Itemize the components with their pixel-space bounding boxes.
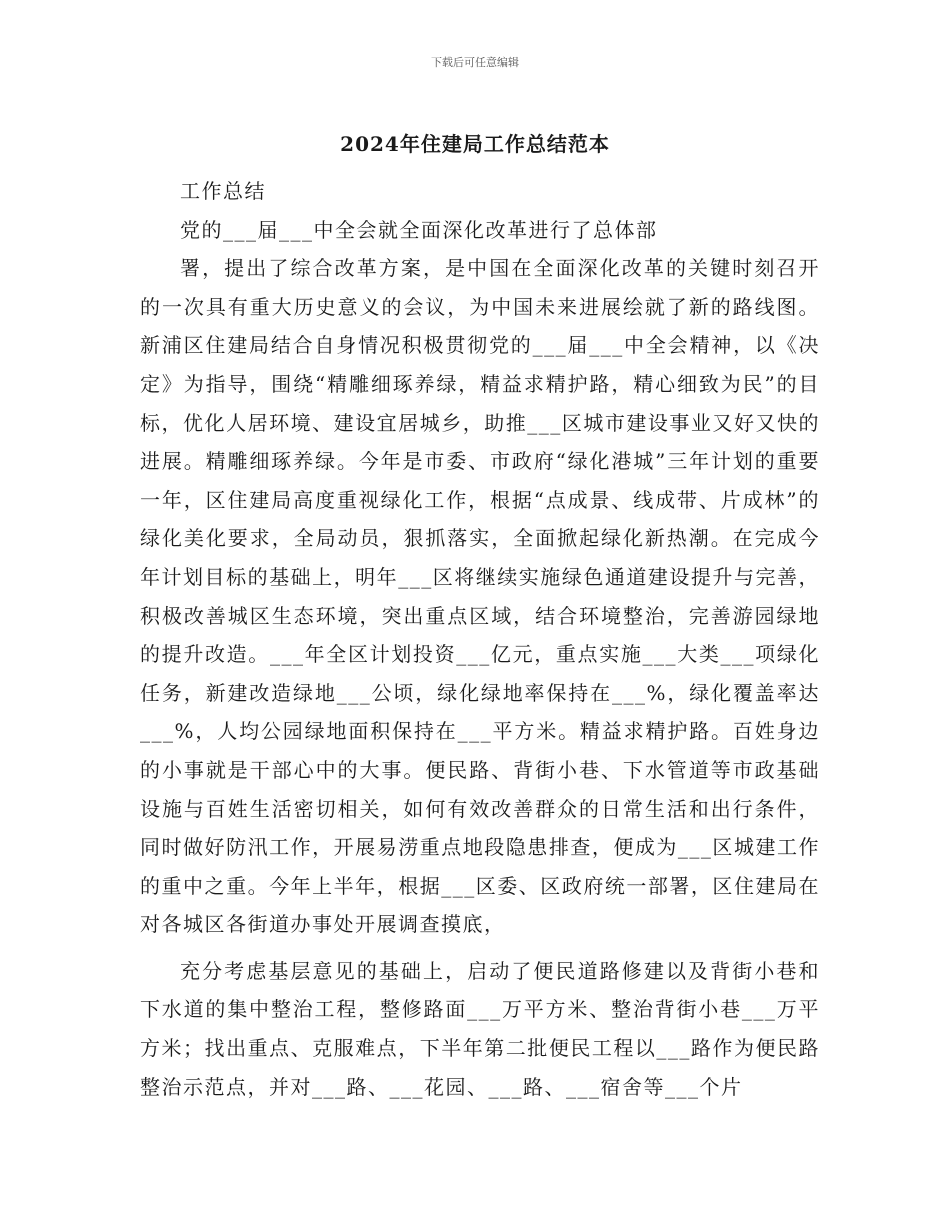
document-body bbox=[140, 172, 820, 1106]
paragraph-heading: 工作总结 bbox=[180, 179, 266, 203]
page-header-note: 下载后可任意编辑 bbox=[431, 56, 519, 69]
paragraph: 署，提出了综合改革方案，是中国在全面深化改革的关键时刻召开的一次具有重大历史意义的会议，为中国未来进展绘就了新的路线图。新浦区住建局结合自身情况积极贯彻党的___届___中全会精神，以《决定》为指导，围绕“精雕细琢养绿，精益求精护路，精心细致为民”的目标，优化人居环境、建设宜居城乡，助推___区城市建设事业又好又快的进展。精雕细琢养绿。今年是市委、市政府“绿化港城”三年计划的重要一年，区住建局高度重视绿化工作，根据“点成景、线成带、片成林”的绿化美化要求，全局动员，狠抓落实，全面掀起绿化新热潮。在完成今年计划目标的基础上，明年___区将继续实施绿色通道建设提升与完善，积极改善城区生态环境，突出重点区域，结合环境整治，完善游园绿地的提升改造。___年全区计划投资___亿元，重点实施___大类___项绿化任务，新建改造绿地___公顷，绿化绿地率保持在___%，绿化覆盖率达___%，人均公园绿地面积保持在___平方米。精益求精护路。百姓身边的小事就是干部心中的大事。便民路、背街小巷、下水管道等市政基础设施与百姓生活密切相关，如何有效改善群众的日常生活和出行条件，同时做好防汛工作，开展易涝重点地段隐患排查，便成为___区城建工作的重中之重。今年上半年，根据___区委、区政府统一部署，区住建局在对各城区各街道办事处开展调查摸底， bbox=[140, 256, 820, 937]
paragraph: 充分考虑基层意见的基础上，启动了便民道路修建以及背街小巷和下水道的集中整治工程，整修路面___万平方米、整治背街小巷___万平方米；找出重点、克服难点，下半年第二批便民工程以___路作为便民路整治示范点，并对___路、___花园、___路、___宿舍等___个片 bbox=[140, 958, 820, 1099]
paragraph: 党的___届___中全会就全面深化改革进行了总体部 bbox=[180, 217, 658, 242]
document-title: 2024年住建局工作总结范本 bbox=[340, 132, 610, 156]
